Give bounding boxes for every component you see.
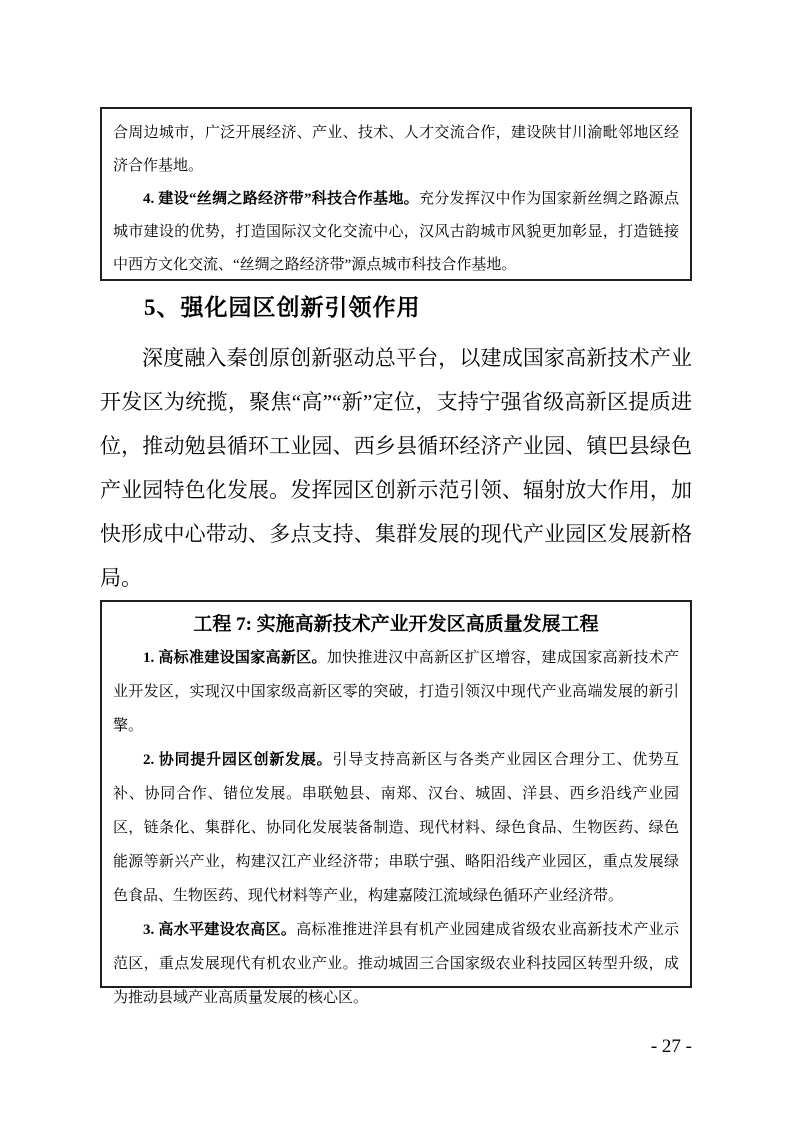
project-item-2-bold-lead: 2. 协同提升园区创新发展。 [143, 752, 333, 768]
project-item-1-text: 加快推进汉中高新区扩区增容，建成国家高新技术产业开发区，实现汉中国家级高新区零的突破，打造引领汉中现代产业高端发展的新引擎。 [113, 650, 679, 734]
item4-text: 充分发挥汉中作为国家新丝绸之路源点城市建设的优势，打造国际汉文化交流中心，汉风古韵城市风貌更加彰显，打造链接中西方文化交流、“丝绸之路经济带”源点城市科技合作基地。 [113, 191, 679, 273]
continuation-text-box [100, 107, 692, 281]
project-item-3 [113, 913, 679, 1015]
project-item-2 [113, 743, 679, 913]
project-item-2-text: 引导支持高新区与各类产业园区合理分工、优势互补、协同合作、错位发展。串联勉县、南郑、汉台、城固、洋县、西乡沿线产业园区，链条化、集群化、协同化发展装备制造、现代材料、绿色食品、生物医药、绿色能源等新兴产业，构建汉江产业经济带；串联宁强、略阳沿线产业园区，重点发展绿色食品、生物医药、现代材料等产业，构建嘉陵江流域绿色循环产业经济带。 [113, 752, 679, 904]
item4-bold-lead: 4. 建设“丝绸之路经济带”科技合作基地。 [143, 191, 419, 207]
project-item-3-bold-lead: 3. 高水平建设农高区。 [143, 922, 297, 938]
section-heading: 5、强化园区创新引领作用 [144, 295, 421, 320]
page-number: - 27 - [650, 1036, 692, 1057]
project-item-1-bold-lead: 1. 高标准建设国家高新区。 [143, 650, 327, 666]
project-box [100, 600, 692, 1006]
continuation-paragraph-text: 合周边城市，广泛开展经济、产业、技术、人才交流合作，建设陕甘川渝毗邻地区经济合作基地。 [113, 125, 679, 174]
section-paragraph: 深度融入秦创原创新驱动总平台，以建成国家高新技术产业开发区为统揽，聚焦“高”“新”定位，支持宁强省级高新区提质进位，推动勉县循环工业园、西乡县循环经济产业园、镇巴县绿色产业园特色化发展。发挥园区创新示范引领、辐射放大作用，加快形成中心带动、多点支持、集群发展的现代产业园区发展新格局。 [100, 346, 692, 590]
project-item-1 [113, 641, 679, 743]
continuation-paragraph [113, 117, 679, 183]
project-item-3-text: 高标准推进洋县有机产业园建成省级农业高新技术产业示范区，重点发展现代有机农业产业。推动城固三合国家级农业科技园区转型升级，成为推动县域产业高质量发展的核心区。 [113, 922, 679, 1006]
item4-paragraph [113, 183, 679, 282]
project-box-title: 工程 7: 实施高新技术产业开发区高质量发展工程 [193, 614, 599, 635]
